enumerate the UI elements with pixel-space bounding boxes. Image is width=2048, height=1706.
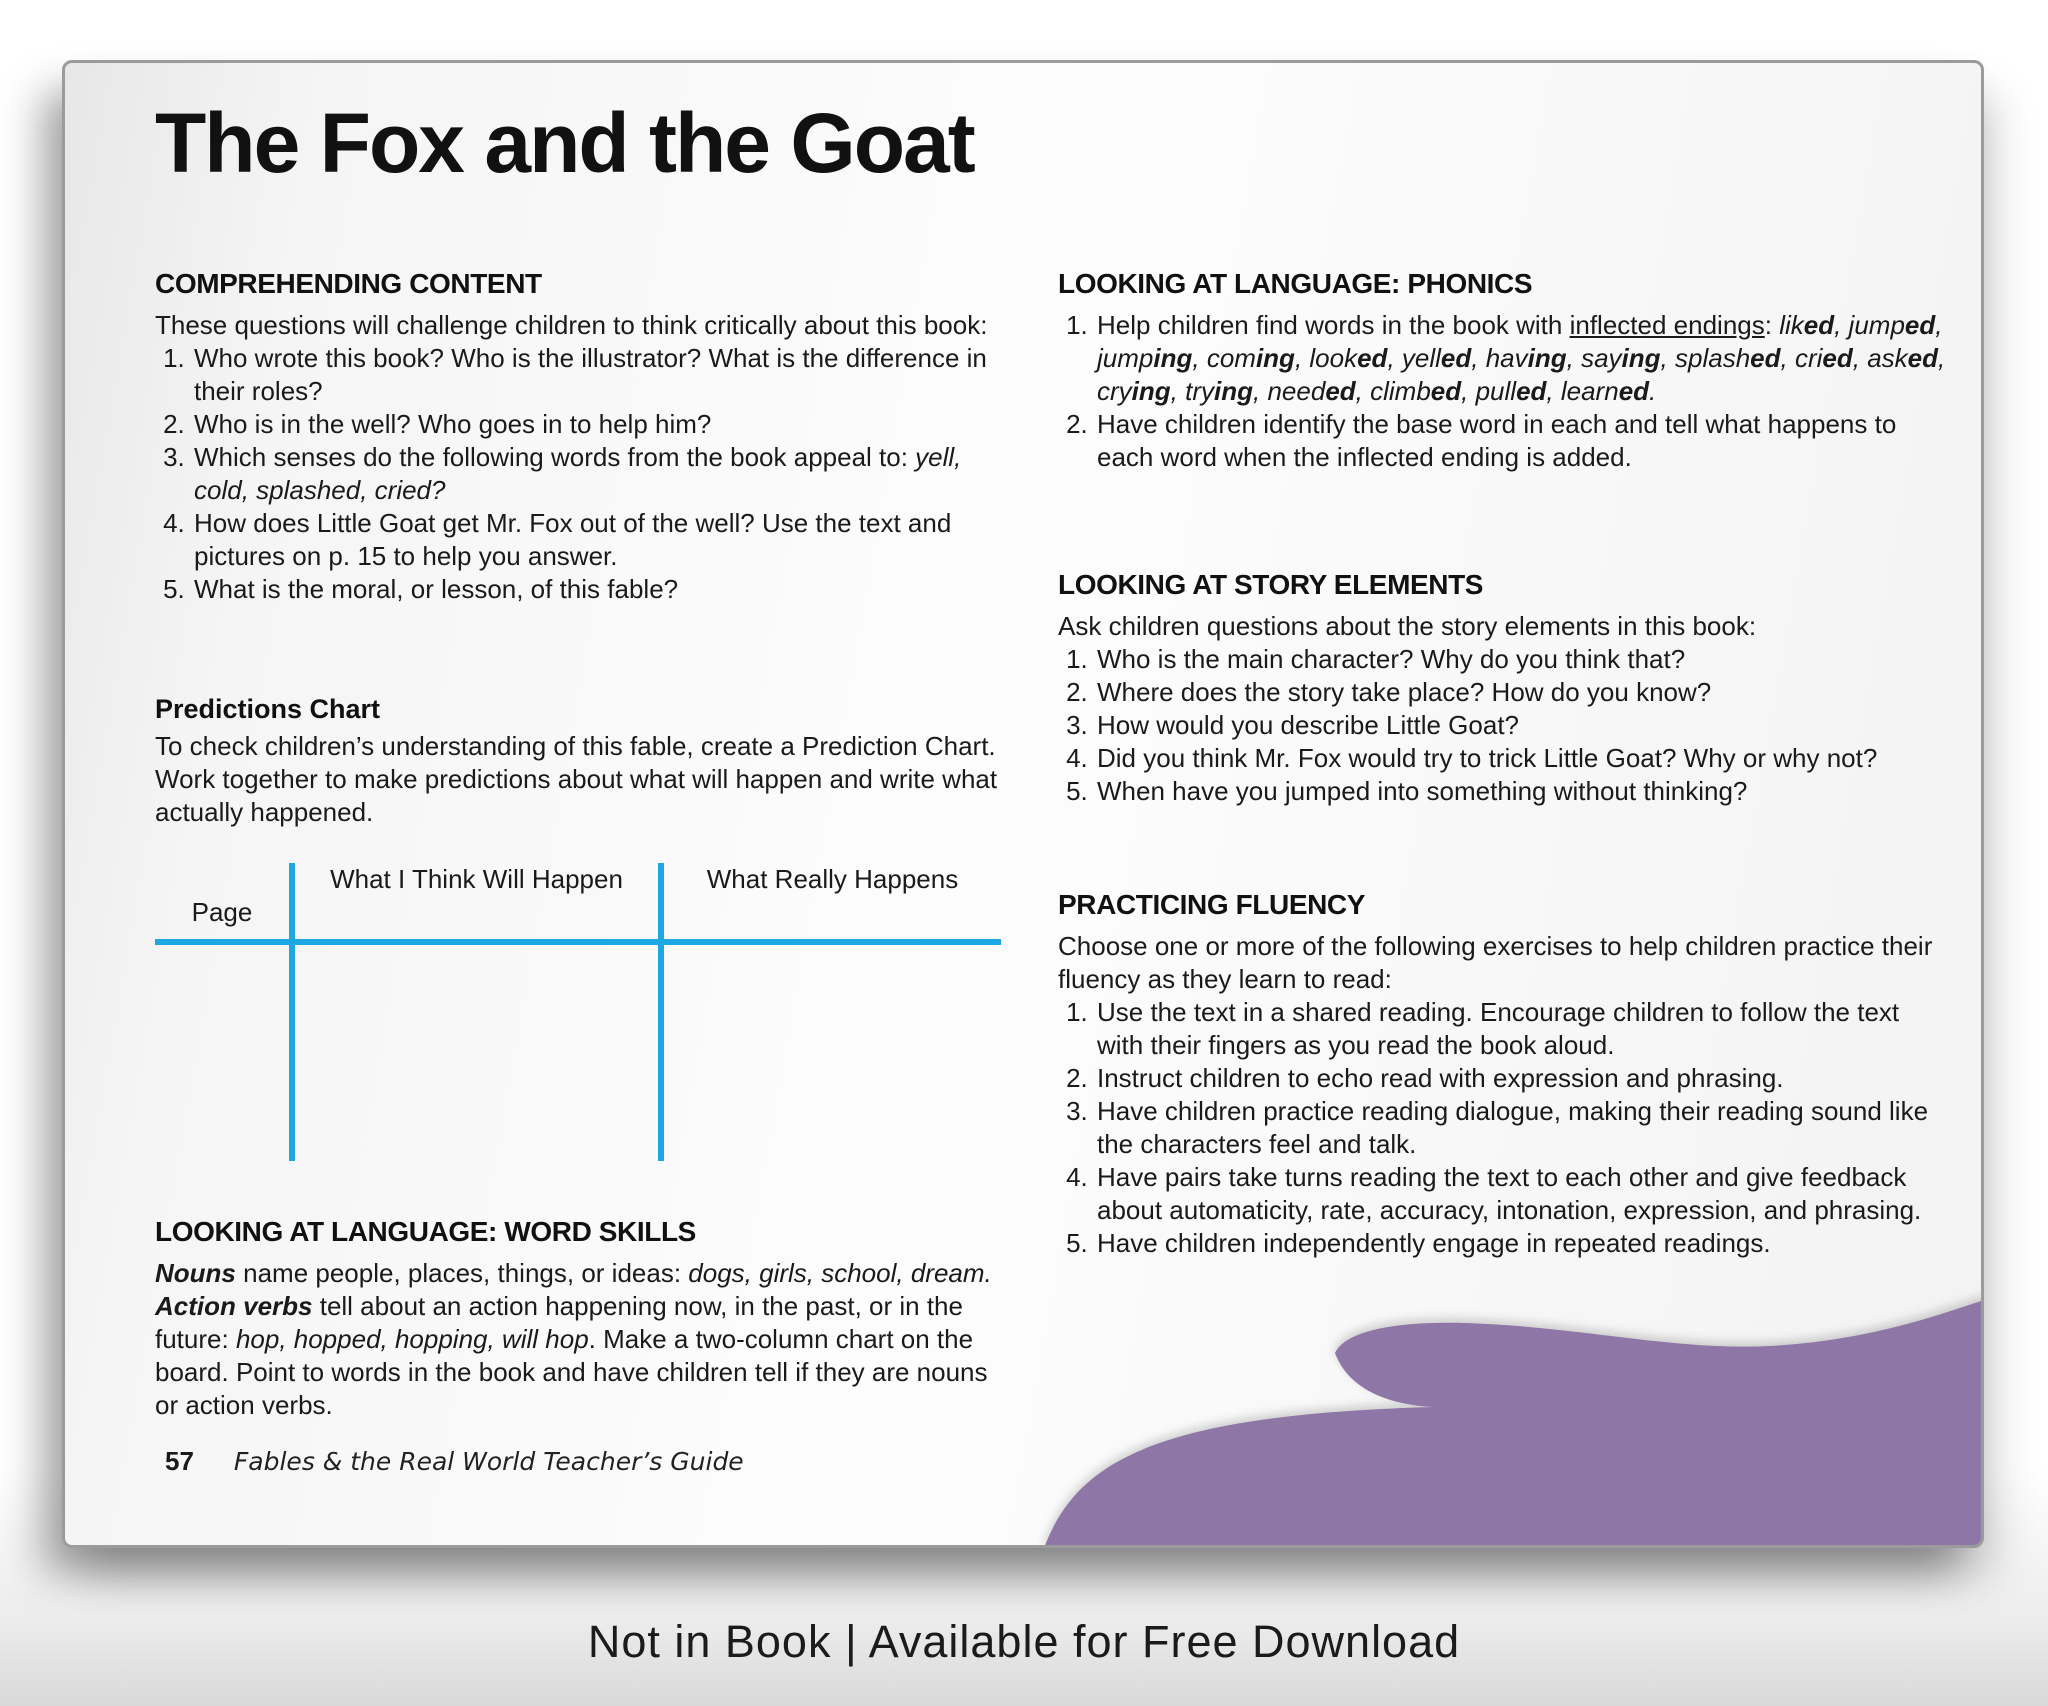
story-elements-list bbox=[1058, 643, 1950, 808]
list-item: 5. Have children independently engage in repeated readings. bbox=[1095, 1227, 1950, 1260]
chart-column-header-page: Page bbox=[191, 897, 253, 927]
list-item: 5. When have you jumped into something without thinking? bbox=[1095, 775, 1950, 808]
section-predictions-chart bbox=[155, 693, 1003, 829]
list-item: 2. Who is in the well? Who goes in to help him? bbox=[192, 408, 1003, 441]
section-phonics bbox=[1058, 267, 1950, 474]
chart-column-header-really: What Really Happens bbox=[706, 864, 959, 894]
list-item: 1. Who is the main character? Why do you think that? bbox=[1095, 643, 1950, 676]
section-word-skills bbox=[155, 1215, 1003, 1422]
phonics-list bbox=[1058, 309, 1950, 474]
list-item: 1. Help children find words in the book with inflected endings: liked, jumped, jumping, coming, looked, yelled, having, saying, splashed, cried, asked, crying, trying, needed, climbed, pulled, learned. bbox=[1095, 309, 1950, 408]
list-item: 4. Have pairs take turns reading the text to each other and give feedback about automaticity, rate, accuracy, intonation, expression, and phrasing. bbox=[1095, 1161, 1950, 1227]
word-skills-body: Nouns name people, places, things, or ideas: dogs, girls, school, dream. Action verbs tell about an action happening now, in the past, or in the future: hop, hopped, hopping, will hop. Make a two-column chart on the board. Point to words in the book and have children tell if they are nouns or action verbs. bbox=[155, 1257, 992, 1420]
list-item: 3. How would you describe Little Goat? bbox=[1095, 709, 1950, 742]
availability-caption: Not in Book | Available for Free Download bbox=[587, 1616, 1461, 1667]
book-title: Fables & the Real World Teacher’s Guide bbox=[233, 1447, 744, 1476]
chart-vertical-line-1 bbox=[289, 863, 295, 1161]
predictions-chart-intro: To check children’s understanding of this fable, create a Prediction Chart. Work together to make predictions about what will happen and write what actually happened. bbox=[155, 731, 998, 828]
story-elements-heading: LOOKING AT STORY ELEMENTS bbox=[1058, 569, 1484, 600]
story-elements-intro: Ask children questions about the story elements in this book: bbox=[1058, 610, 1757, 641]
chart-horizontal-line bbox=[155, 939, 1001, 945]
phonics-heading: LOOKING AT LANGUAGE: PHONICS bbox=[1058, 268, 1533, 299]
comprehending-question-list bbox=[155, 342, 1003, 606]
predictions-chart-heading: Predictions Chart bbox=[155, 694, 381, 724]
fluency-list bbox=[1058, 996, 1950, 1260]
comprehending-content-intro: These questions will challenge children to think critically about this book: bbox=[155, 309, 988, 340]
list-item: 2. Have children identify the base word in each and tell what happens to each word when the inflected ending is added. bbox=[1095, 408, 1950, 474]
fluency-heading: PRACTICING FLUENCY bbox=[1058, 889, 1366, 920]
word-skills-heading: LOOKING AT LANGUAGE: WORD SKILLS bbox=[155, 1216, 696, 1247]
comprehending-content-heading: COMPREHENDING CONTENT bbox=[155, 268, 542, 299]
list-item: 4. How does Little Goat get Mr. Fox out of the well? Use the text and pictures on p. 15 to help you answer. bbox=[192, 507, 1003, 573]
list-item: 3. Have children practice reading dialogue, making their reading sound like the characters feel and talk. bbox=[1095, 1095, 1950, 1161]
chart-column-header-think: What I Think Will Happen bbox=[330, 864, 623, 894]
predictions-chart bbox=[155, 859, 1003, 1171]
list-item: 4. Did you think Mr. Fox would try to trick Little Goat? Why or why not? bbox=[1095, 742, 1950, 775]
list-item: 2. Where does the story take place? How do you know? bbox=[1095, 676, 1950, 709]
page-title: The Fox and the Goat bbox=[155, 96, 974, 190]
teachers-guide-page bbox=[62, 60, 1984, 1548]
list-item: 1. Who wrote this book? Who is the illustrator? What is the difference in their roles? bbox=[192, 342, 1003, 408]
list-item: 2. Instruct children to echo read with expression and phrasing. bbox=[1095, 1062, 1950, 1095]
list-item: 5. What is the moral, or lesson, of this fable? bbox=[192, 573, 1003, 606]
page-footer bbox=[165, 1446, 744, 1477]
page-number: 57 bbox=[165, 1446, 194, 1476]
fluency-intro: Choose one or more of the following exercises to help children practice their fluency as they learn to read: bbox=[1058, 930, 1933, 994]
section-story-elements bbox=[1058, 568, 1950, 808]
chart-vertical-line-2 bbox=[658, 863, 664, 1161]
list-item: 1. Use the text in a shared reading. Encourage children to follow the text with their fingers as you read the book aloud. bbox=[1095, 996, 1950, 1062]
purple-wave-shape bbox=[1043, 1299, 1984, 1548]
section-comprehending-content bbox=[155, 267, 1003, 606]
section-practicing-fluency bbox=[1058, 888, 1950, 1260]
list-item: 3. Which senses do the following words from the book appeal to: yell, cold, splashed, cried? bbox=[192, 441, 1003, 507]
